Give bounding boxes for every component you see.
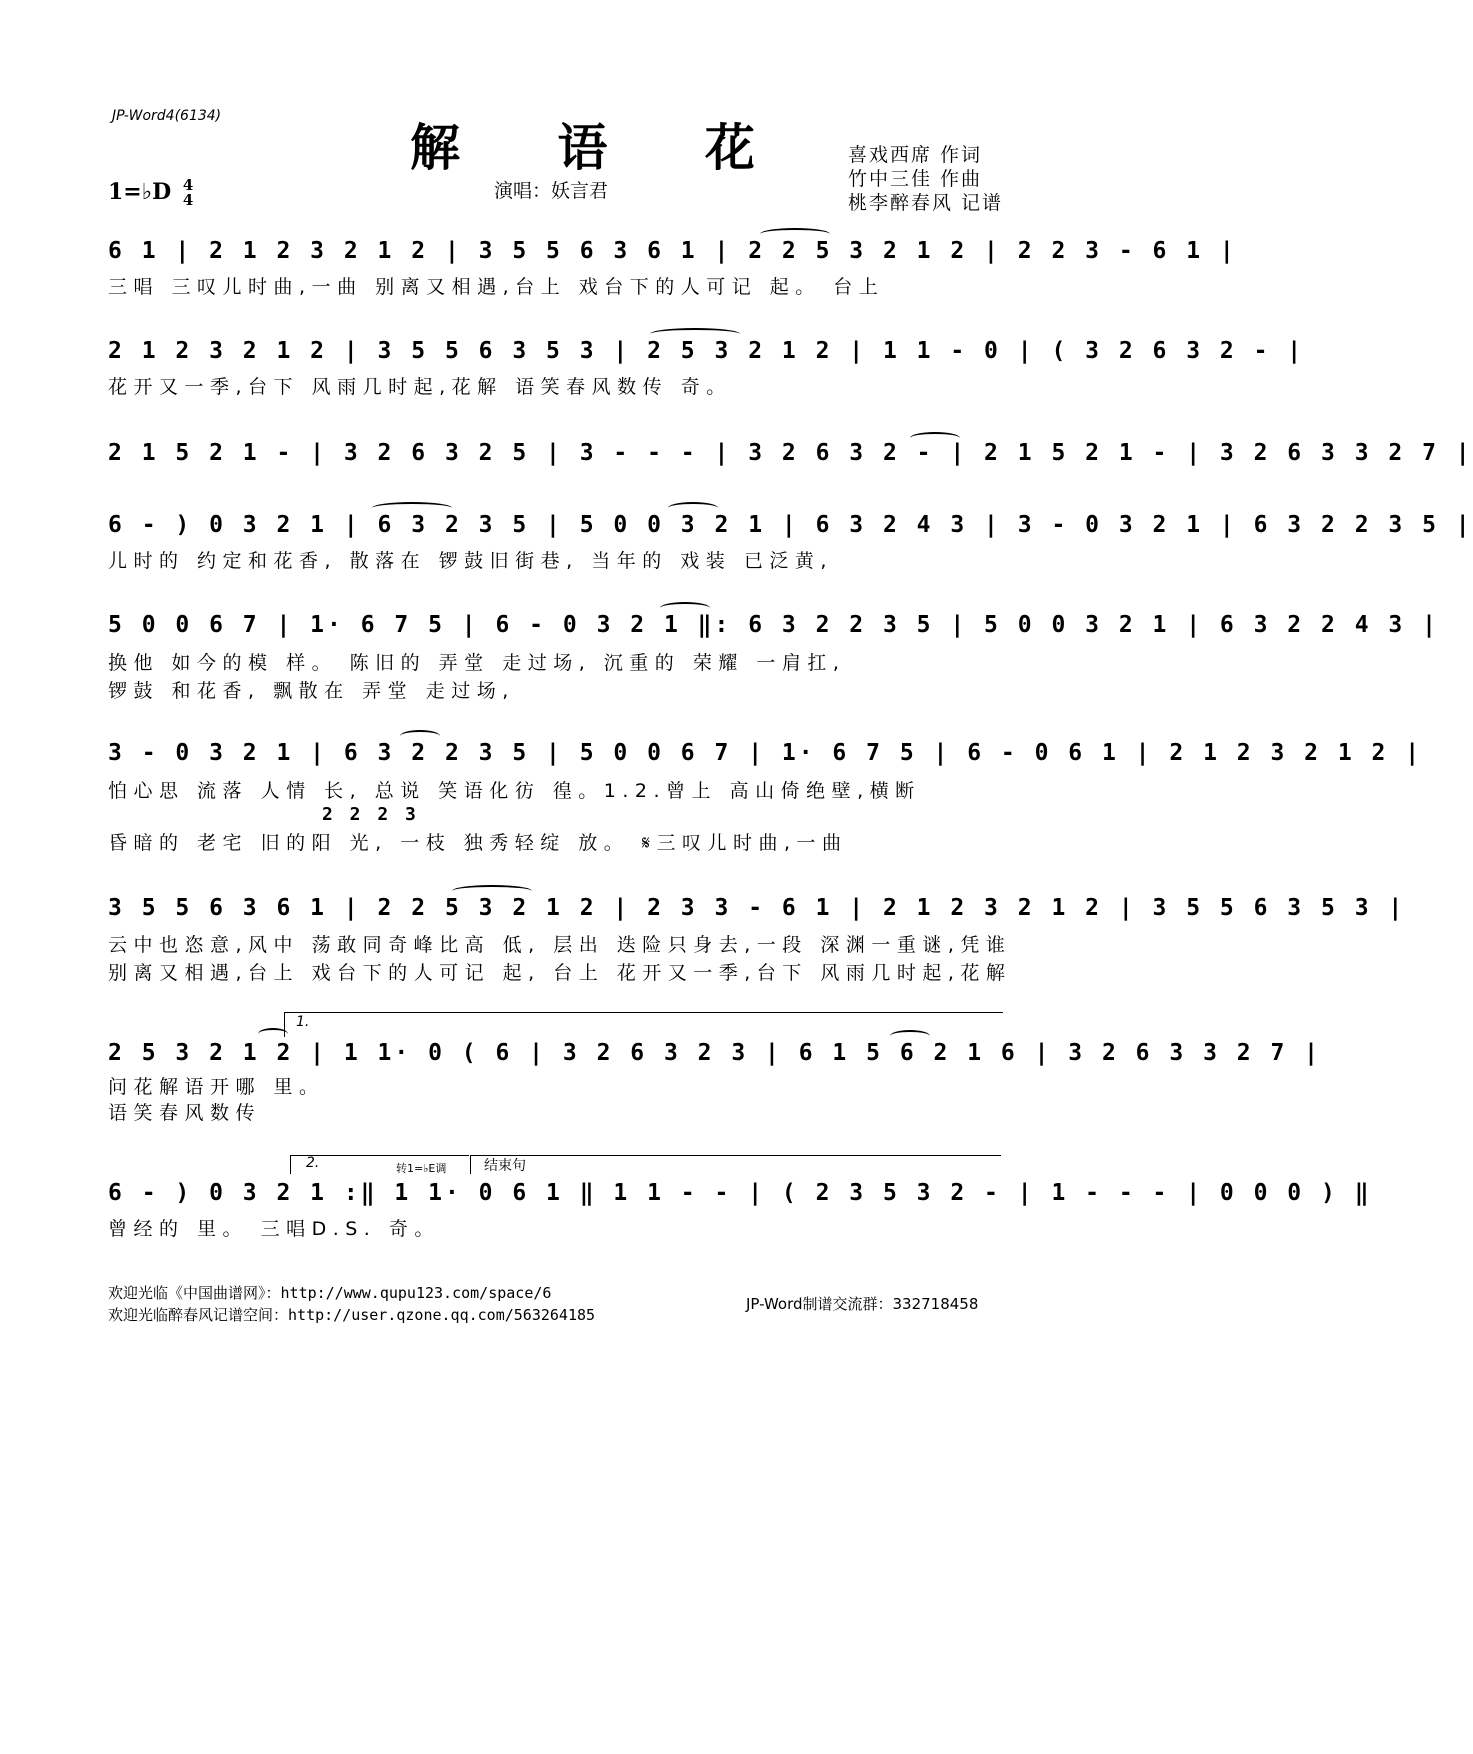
footer-link-2[interactable]: 欢迎光临醉春风记谱空间：http://user.qzone.qq.com/563264185 <box>108 1306 596 1324</box>
tie-mark <box>660 602 710 614</box>
lyrics-line-2: 花开又一季,台下 风雨几时起,花解 语笑春风数传 奇。 <box>108 376 732 398</box>
lyricist-credit: 喜戏西席 作词 <box>848 144 983 166</box>
tie-mark <box>400 730 440 742</box>
song-title: 解 语 花 <box>410 118 795 177</box>
transcriber-credit: 桃李醉春风 记谱 <box>848 192 1004 214</box>
time-signature <box>183 178 193 208</box>
lyrics-line-7a: 云中也恣意,风中 荡敢同奇峰比高 低, 层出 迭险只身去,一段 深渊一重谜,凭谁 <box>108 934 1012 956</box>
time-top: 4 <box>182 176 194 194</box>
lyrics-line-4: 儿时的 约定和花香, 散落在 锣鼓旧街巷, 当年的 戏装 已泛黄, <box>108 550 833 572</box>
tie-mark <box>452 885 532 897</box>
modulation-label: 转1=♭E调 <box>396 1162 447 1175</box>
volta-label-2: 2. <box>306 1155 320 1171</box>
lyrics-line-1: 三唱 三叹儿时曲,一曲 别离又相遇,台上 戏台下的人可记 起。 台上 <box>108 276 885 298</box>
lyrics-line-9: 曾经的 里。 三唱D.S. 奇。 <box>108 1218 440 1240</box>
notation-line-4: 6 - ) 0 3 2 1 | 6 3 2 3 5 | 5 0 0 3 2 1 | 6 3 2 4 3 | 3 - 0 3 2 1 | 6 3 2 2 3 5 | <box>108 512 1473 538</box>
lyrics-line-6b: 昏暗的 老宅 旧的阳 光, 一枝 独秀轻绽 放。 𝄋三叹儿时曲,一曲 <box>108 832 848 854</box>
lyrics-line-8a: 问花解语开哪 里。 <box>108 1076 325 1098</box>
lyrics-line-7b: 别离又相遇,台上 戏台下的人可记 起, 台上 花开又一季,台下 风雨几时起,花解 <box>108 962 1012 984</box>
lyrics-line-5b: 锣鼓 和花香, 飘散在 弄堂 走过场, <box>108 680 515 702</box>
tie-mark <box>910 432 960 444</box>
time-bottom: 4 <box>182 191 194 209</box>
notation-line-8: 2 5 3 2 1 2 | 1 1· 0 ( 6 | 3 2 6 3 2 3 | 6 1 5 6 2 1 6 | 3 2 6 3 3 2 7 | <box>108 1040 1321 1066</box>
tie-mark <box>650 328 740 340</box>
notation-line-2: 2 1 2 3 2 1 2 | 3 5 5 6 3 5 3 | 2 5 3 2 1 2 | 1 1 - 0 | ( 3 2 6 3 2 - | <box>108 338 1305 364</box>
lyrics-line-5a: 换他 如今的模 样。 陈旧的 弄堂 走过场, 沉重的 荣耀 一肩扛, <box>108 652 846 674</box>
volta-label: 1. <box>296 1014 310 1030</box>
notation-line-6: 3 - 0 3 2 1 | 6 3 2 2 3 5 | 5 0 0 6 7 | 1· 6 7 5 | 6 - 0 6 1 | 2 1 2 3 2 1 2 | <box>108 740 1423 766</box>
notation-line-7: 3 5 5 6 3 6 1 | 2 2 5 3 2 1 2 | 2 3 3 - 6 1 | 2 1 2 3 2 1 2 | 3 5 5 6 3 5 3 | <box>108 895 1406 921</box>
singer-label: 演唱：妖言君 <box>494 180 609 202</box>
tie-mark <box>668 502 718 514</box>
ending-label: 结束句 <box>484 1158 526 1174</box>
notation-line-5: 5 0 0 6 7 | 1· 6 7 5 | 6 - 0 3 2 1 ‖: 6 3 2 2 3 5 | 5 0 0 3 2 1 | 6 3 2 2 4 3 | <box>108 612 1439 638</box>
tie-mark <box>258 1028 288 1040</box>
tie-mark <box>890 1030 930 1042</box>
lyrics-line-8b: 语笑春风数传 <box>108 1102 262 1124</box>
notation-line-9: 6 - ) 0 3 2 1 :‖ 1 1· 0 6 1 ‖ 1 1 - - | ( 2 3 5 3 2 - | 1 - - - | 0 0 0 ) ‖ <box>108 1180 1372 1206</box>
notation-line-1: 6 1 | 2 1 2 3 2 1 2 | 3 5 5 6 3 6 1 | 2 2 5 3 2 1 2 | 2 2 3 - 6 1 | <box>108 238 1237 264</box>
lyrics-line-6a: 怕心思 流落 人情 长, 总说 笑语化彷 徨。1.2.曾上 高山倚绝壁,横断 <box>108 780 921 802</box>
notation-line-3: 2 1 5 2 1 - | 3 2 6 3 2 5 | 3 - - - | 3 2 6 3 2 - | 2 1 5 2 1 - | 3 2 6 3 3 2 7 | <box>108 440 1473 466</box>
tie-mark <box>760 228 830 240</box>
software-label: JP-Word4(6134) <box>112 108 222 124</box>
footer-link-1[interactable]: 欢迎光临《中国曲谱网》：http://www.qupu123.com/space/6 <box>108 1284 552 1302</box>
alternate-notes: 2 2 2 3 <box>322 804 419 825</box>
composer-credit: 竹中三佳 作曲 <box>848 168 983 190</box>
footer-group: JP-Word制谱交流群：332718458 <box>746 1295 979 1313</box>
ending-bracket <box>470 1155 1001 1174</box>
key-signature <box>108 178 193 208</box>
key-label: 1=♭D <box>108 179 172 205</box>
tie-mark <box>372 502 452 514</box>
